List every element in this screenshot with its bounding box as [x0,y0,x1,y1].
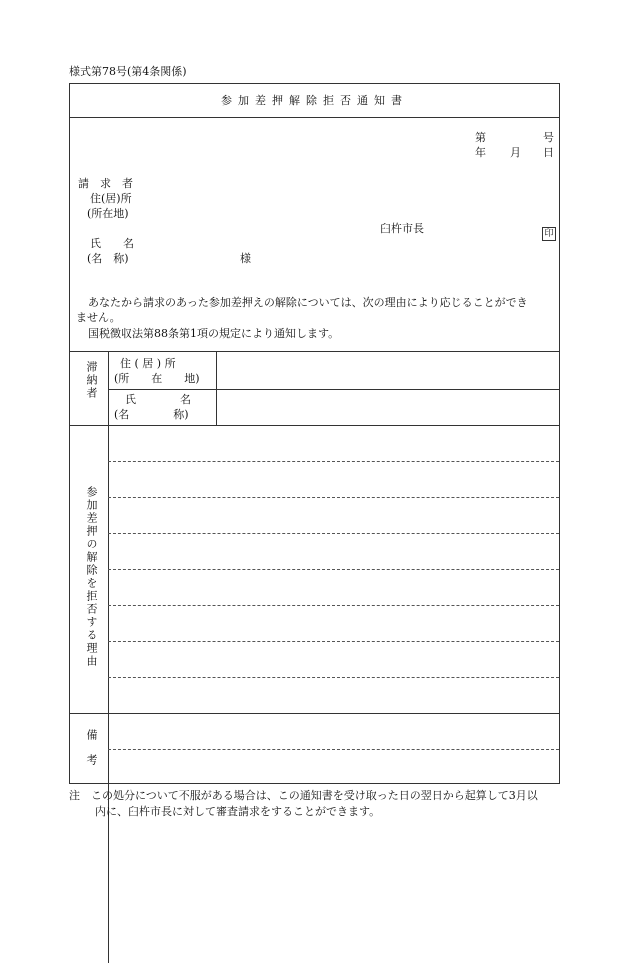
sub-label-column-line [216,351,217,425]
note-line-2: 内に、臼杵市長に対して審査請求をすることができます。 [95,805,381,818]
date-month-label: 月 [510,146,521,159]
requester-honorific: 様 [240,252,251,265]
delinquent-row-divider [108,389,559,390]
remarks-line [108,749,559,750]
number-dai-label: 第 [475,131,486,144]
remarks-section-top [70,713,559,714]
reason-line [108,641,559,642]
requester-name-label: 氏 名 [90,237,134,250]
delinquent-address-label-1: 住 ( 居 ) 所 [120,357,176,370]
date-year-label: 年 [475,146,486,159]
label-column-line [108,351,109,963]
requester-heading: 請 求 者 [78,177,133,190]
seal-mark [542,221,556,241]
reason-line [108,461,559,462]
remarks-label: 備考 [85,729,98,779]
section-divider [70,351,559,352]
reason-line [108,677,559,678]
delinquent-label: 滞納者 [85,361,98,400]
reason-line [108,533,559,534]
title-divider [70,117,559,118]
form-title: 参加差押解除拒否通知書 [221,94,408,107]
delinquent-name-label-2: (名 称) [114,408,189,421]
delinquent-name-label-1: 氏 名 [125,393,191,406]
form-number: 様式第78号(第4条関係) [69,65,187,78]
body-text-2: 国税徴収法第88条第1項の規定により通知します。 [88,327,340,340]
note-line-1: 注 この処分について不服がある場合は、この通知書を受け取った日の翌日から起算して3月以 [69,789,538,802]
reason-section-top [70,425,559,426]
delinquent-address-label-2: (所 在 地) [114,372,200,385]
body-text-1b: ません。 [76,311,121,324]
seal-icon: 印 [542,227,556,241]
body-text-1a: あなたから請求のあった参加差押えの解除については、次の理由により応じることができ [88,296,528,309]
date-day-label: 日 [543,146,554,159]
requester-address-label: 住(居)所 [90,192,132,205]
reason-line [108,605,559,606]
number-go-label: 号 [543,131,554,144]
requester-location-label: (所在地) [87,207,129,220]
form-frame [69,83,560,784]
reason-line [108,497,559,498]
issuer-name: 臼杵市長 [380,222,424,235]
reason-line [108,569,559,570]
requester-name-sub-label: (名 称) [87,252,129,265]
reason-label: 参加差押の解除を拒否する理由 [85,486,98,668]
